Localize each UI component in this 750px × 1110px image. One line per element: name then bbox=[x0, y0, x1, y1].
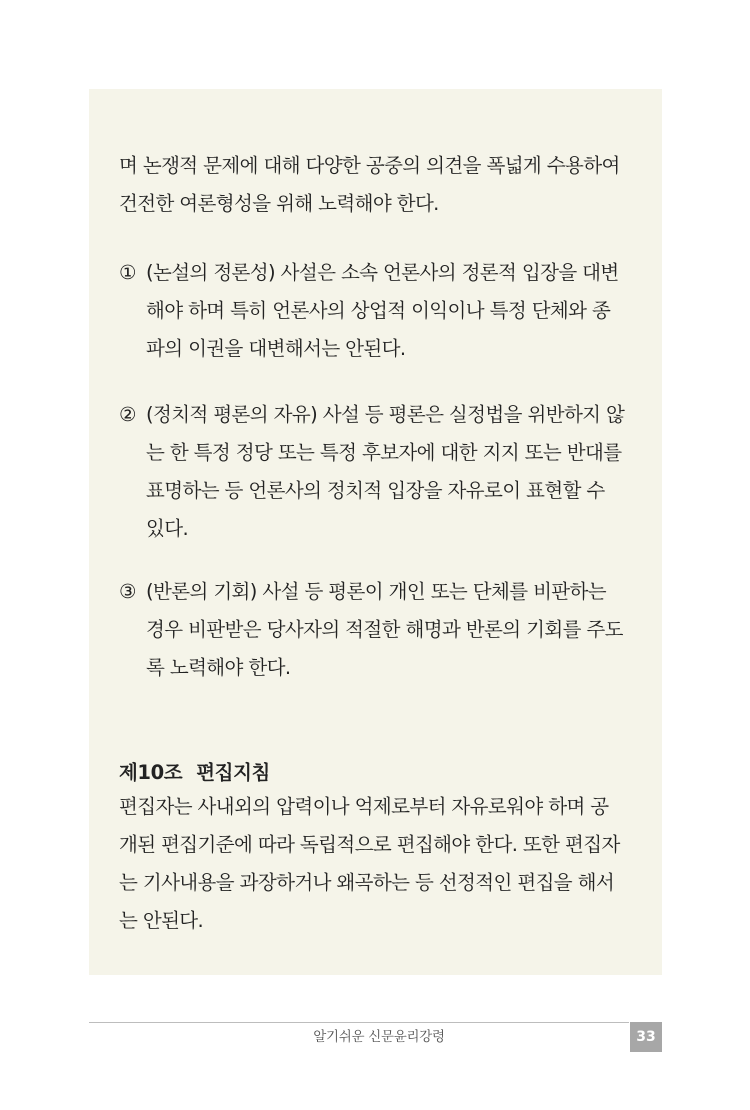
list-item-line: 록 노력해야 한다. bbox=[146, 656, 291, 679]
list-item-line bbox=[119, 254, 639, 292]
list-item-line: 해야 하며 특히 언론사의 상업적 이익이나 특정 단체와 종 bbox=[146, 299, 611, 322]
list-item-text: (정치적 평론의 자유) 사설 등 평론은 실정법을 위반하지 않 bbox=[146, 403, 625, 426]
article-heading bbox=[119, 754, 270, 792]
intro-line: 며 논쟁적 문제에 대해 다양한 공중의 의견을 폭넓게 수용하여 bbox=[119, 154, 620, 177]
article-line: 개된 편집기준에 따라 독립적으로 편집해야 한다. 또한 편집자 bbox=[119, 833, 620, 856]
article-paragraph bbox=[119, 788, 634, 940]
article-number: 제10조 bbox=[119, 761, 183, 784]
footer-divider bbox=[89, 1022, 629, 1023]
list-marker: ① bbox=[119, 261, 136, 284]
list-item-line: 경우 비판받은 당사자의 적절한 해명과 반론의 기회를 주도 bbox=[146, 618, 623, 641]
list-item-text: (반론의 기회) 사설 등 평론이 개인 또는 단체를 비판하는 bbox=[146, 580, 607, 603]
article-line: 는 기사내용을 과장하거나 왜곡하는 등 선정적인 편집을 해서 bbox=[119, 871, 615, 894]
list-item-1 bbox=[119, 254, 639, 368]
list-item-line bbox=[119, 573, 639, 611]
page-number: 33 bbox=[630, 1022, 662, 1052]
list-item-line bbox=[119, 396, 639, 434]
intro-paragraph bbox=[119, 147, 634, 223]
article-line: 는 안된다. bbox=[119, 909, 204, 932]
list-item-text: (논설의 정론성) 사설은 소속 언론사의 정론적 입장을 대변 bbox=[146, 261, 619, 284]
article-line: 편집자는 사내외의 압력이나 억제로부터 자유로워야 하며 공 bbox=[119, 795, 609, 818]
list-item-line: 있다. bbox=[146, 517, 189, 540]
list-item-line: 표명하는 등 언론사의 정치적 입장을 자유로이 표현할 수 bbox=[146, 479, 605, 502]
list-item-2 bbox=[119, 396, 639, 548]
list-item-3 bbox=[119, 573, 639, 687]
intro-line: 건전한 여론형성을 위해 노력해야 한다. bbox=[119, 192, 439, 215]
footer-book-title: 알기쉬운 신문윤리강령 bbox=[313, 1029, 445, 1045]
list-marker: ③ bbox=[119, 580, 136, 603]
list-item-line: 는 한 특정 정당 또는 특정 후보자에 대한 지지 또는 반대를 bbox=[146, 441, 622, 464]
list-marker: ② bbox=[119, 403, 136, 426]
list-item-line: 파의 이권을 대변해서는 안된다. bbox=[146, 337, 406, 360]
article-title: 편집지침 bbox=[196, 761, 270, 784]
